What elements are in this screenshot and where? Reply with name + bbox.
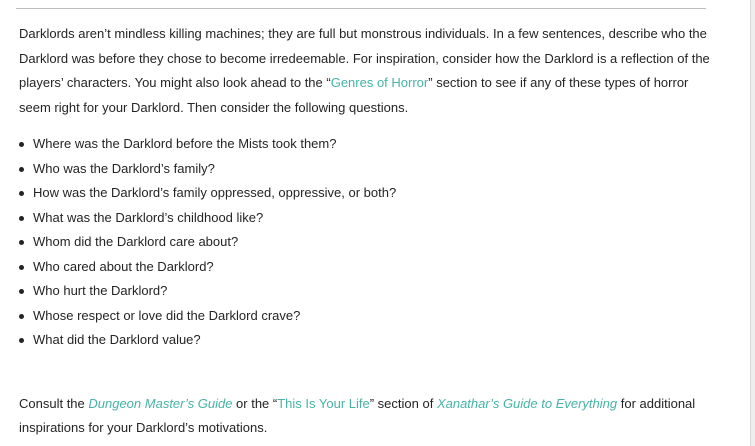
closing-text-3: ” section of: [369, 395, 437, 411]
bullet-icon: [19, 191, 24, 196]
questions-list: [19, 132, 719, 353]
question-text: Whose respect or love did the Darklord crave?: [33, 307, 301, 323]
genres-of-horror-link[interactable]: Genres of Horror: [330, 75, 429, 90]
article-body: [19, 22, 719, 441]
list-item: [19, 304, 719, 329]
list-item: [19, 279, 719, 304]
bullet-icon: [19, 216, 24, 221]
intro-text-1: Darklords aren’t mindless killing machines; they are full but monstrous individuals. In a few sentences, describe who the Darklord was before they chose to become irredeemable. For inspiration, consider how the Darklord is a reflection of the players’ characters. You might also look ahead to the “: [19, 26, 710, 90]
intro-paragraph: [19, 22, 719, 120]
question-text: Where was the Darklord before the Mists took them?: [33, 136, 337, 151]
question-text: Who cared about the Darklord?: [33, 258, 214, 274]
closing-paragraph: [19, 392, 719, 441]
list-item: [19, 181, 719, 206]
question-text: Who hurt the Darklord?: [33, 283, 168, 298]
list-item: [19, 230, 719, 255]
bullet-icon: [19, 167, 24, 172]
xanathars-guide-link[interactable]: Xanathar’s Guide to Everything: [436, 395, 618, 411]
question-text: How was the Darklord’s family oppressed, oppressive, or both?: [33, 185, 397, 200]
closing-text-2: or the “: [232, 395, 278, 411]
question-text: What was the Darklord’s childhood like?: [33, 209, 264, 225]
this-is-your-life-link[interactable]: This Is Your Life: [277, 395, 370, 411]
bullet-icon: [19, 265, 24, 270]
list-item: [19, 132, 719, 157]
list-item: [19, 255, 719, 280]
question-text: Whom did the Darklord care about?: [33, 234, 239, 249]
bullet-icon: [19, 240, 24, 245]
list-item: [19, 328, 719, 353]
question-text: Who was the Darklord’s family?: [33, 160, 215, 176]
bullet-icon: [19, 338, 24, 343]
dungeon-masters-guide-link[interactable]: Dungeon Master’s Guide: [88, 395, 233, 411]
closing-text-1: Consult the: [19, 395, 89, 411]
bullet-icon: [19, 289, 24, 294]
closing-text-4: for additional inspirations for your Darklord’s motivations.: [19, 395, 696, 435]
bullet-icon: [19, 314, 24, 319]
list-item: [19, 206, 719, 231]
top-divider: [16, 8, 706, 9]
question-text: What did the Darklord value?: [33, 332, 201, 347]
bullet-icon: [19, 142, 24, 147]
list-item: [19, 157, 719, 182]
intro-text-2: ” section to see if any of these types of horror seem right for your Darklord. Then consider the following questions.: [19, 75, 689, 115]
